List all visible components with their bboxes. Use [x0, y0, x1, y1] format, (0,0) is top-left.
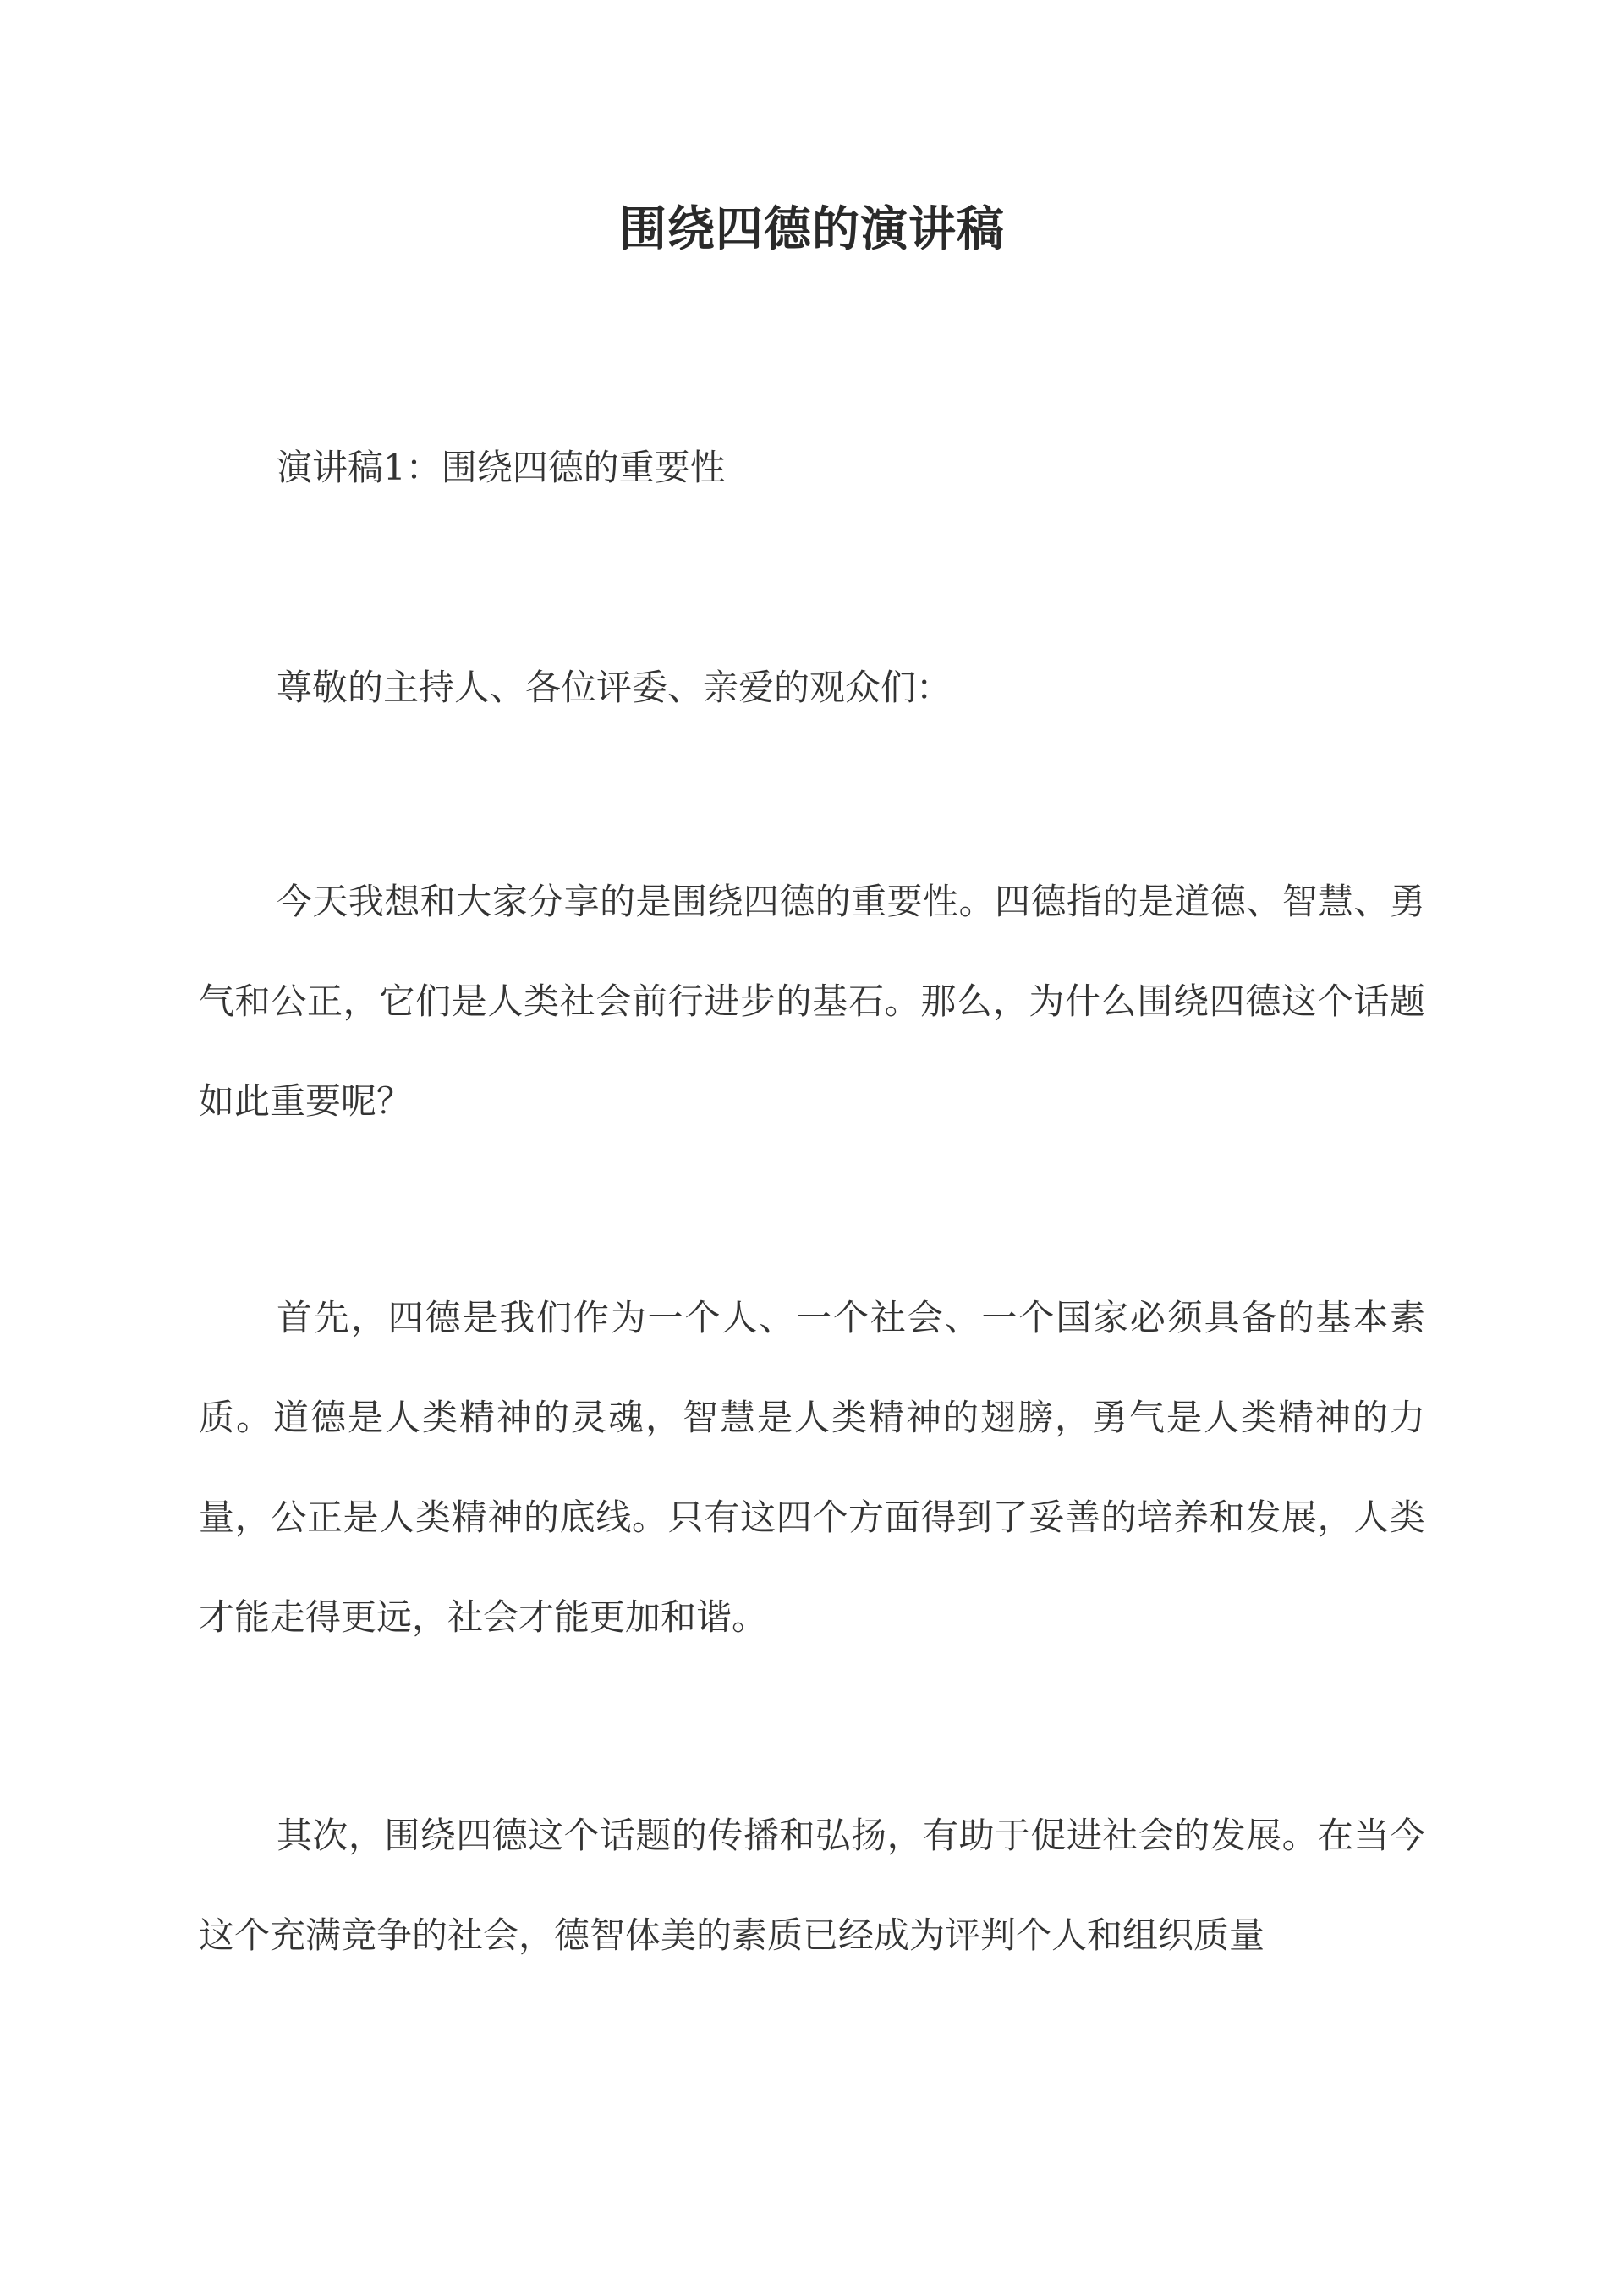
salutation: 尊敬的主持人、各位评委、亲爱的观众们： — [277, 667, 952, 708]
paragraph-second: 其次，围绕四德这个话题的传播和弘扬，有助于促进社会的发展。在当今这个充满竞争的社会，德智体美的素质已经成为评判个人和组织质量 — [199, 1815, 1425, 1956]
paragraph-intro: 今天我想和大家分享的是围绕四德的重要性。四德指的是道德、智慧、勇气和公正，它们是人类社会前行进步的基石。那么，为什么围绕四德这个话题如此重要呢？ — [199, 881, 1425, 1122]
speech-heading: 演讲稿1：围绕四德的重要性 — [277, 447, 726, 488]
paragraph-first: 首先，四德是我们作为一个人、一个社会、一个国家必须具备的基本素质。道德是人类精神的灵魂，智慧是人类精神的翅膀，勇气是人类精神的力量，公正是人类精神的底线。只有这四个方面得到了妥善的培养和发展，人类才能走得更远，社会才能更加和谐。 — [199, 1297, 1425, 1638]
document-title: 围绕四德的演讲稿 — [619, 201, 1005, 257]
